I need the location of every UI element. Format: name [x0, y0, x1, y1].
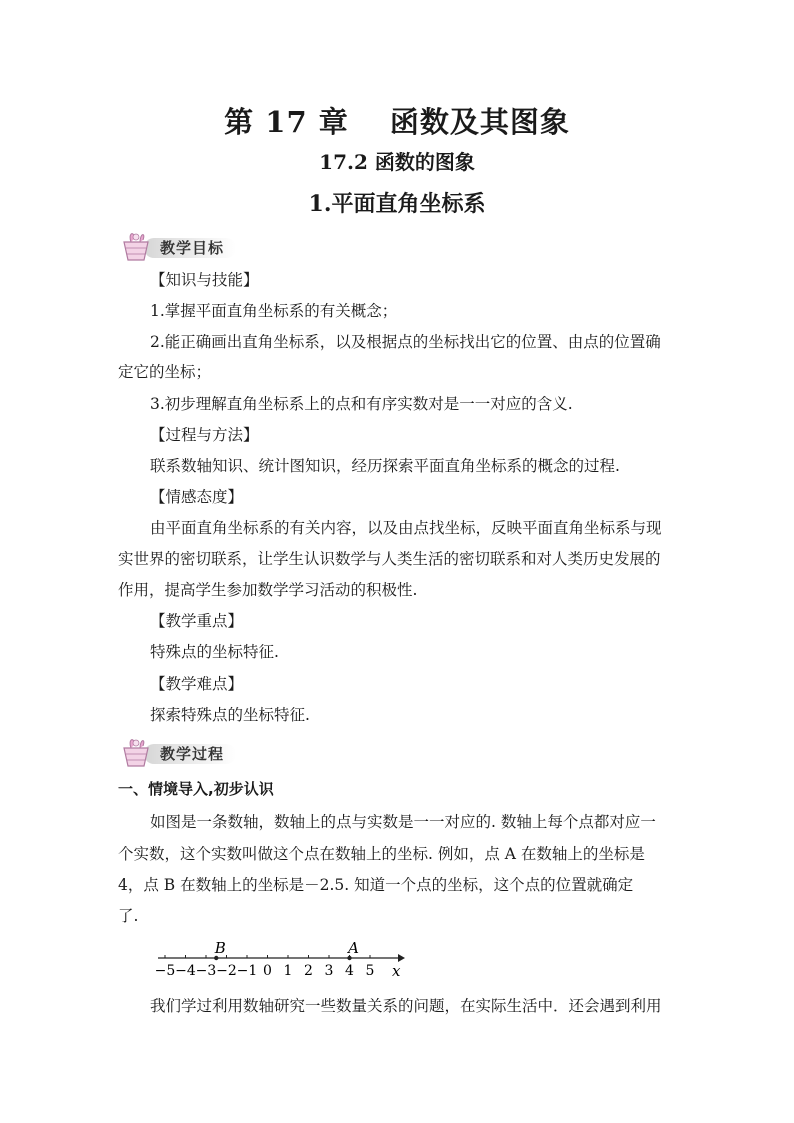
number-line-tick-label: −4 [175, 963, 196, 979]
number-line-tick-label: 4 [345, 963, 354, 979]
section-header-teaching-process [118, 734, 258, 770]
number-line-svg [150, 938, 410, 982]
number-line-point-label: B [214, 939, 226, 957]
paragraph-line: 如图是一条数轴，数轴上的点与实数是一一对应的. 数轴上每个点都对应一 [150, 813, 656, 831]
number-line-tick-label: 1 [283, 963, 293, 979]
paragraph-line: 我们学过利用数轴研究一些数量关系的问题，在实际生活中．还会遇到利用 [150, 997, 662, 1015]
section-header-label: 教学目标 [160, 239, 225, 257]
objective-text-continued: 作用，提高学生参加数学学习活动的积极性. [118, 581, 418, 599]
number-line-tick-label: 0 [263, 963, 272, 979]
objective-item: 2.能正确画出直角坐标系，以及根据点的坐标找出它的位置、由点的位置确 [150, 333, 661, 351]
objective-text: 联系数轴知识、统计图知识，经历探索平面直角坐标系的概念的过程. [150, 457, 620, 475]
difficulty-text: 探索特殊点的坐标特征. [150, 706, 310, 724]
paragraph-line: 4，点 B 在数轴上的坐标是－2.5. 知道一个点的坐标，这个点的位置就确定 [118, 876, 634, 894]
paragraph-line: 了. [118, 907, 139, 925]
number-line-tick-label: 5 [365, 963, 375, 979]
number-line-point-label: A [348, 939, 359, 957]
objective-item: 1.掌握平面直角坐标系的有关概念； [150, 302, 398, 320]
subsection-title: 1.平面直角坐标系 [308, 191, 486, 217]
number-line-tick-label: −3 [195, 963, 217, 979]
difficulty-heading: 【教学难点】 [150, 675, 244, 693]
number-line-arrowhead [398, 954, 405, 962]
paragraph-line: 个实数，这个实数叫做这个点在数轴上的坐标. 例如，点 A 在数轴上的坐标是 [118, 845, 645, 863]
objective-heading-attitude: 【情感态度】 [150, 488, 244, 506]
basket-icon [118, 734, 154, 770]
objective-heading-process: 【过程与方法】 [150, 426, 259, 444]
number-line-tick-label: 3 [324, 963, 334, 979]
process-step-heading: 一、情境导入,初步认识 [118, 780, 274, 798]
number-line-tick-label: 2 [304, 963, 313, 979]
key-point-text: 特殊点的坐标特征. [150, 643, 279, 661]
number-line-tick-label: −5 [154, 963, 176, 979]
objective-item: 3.初步理解直角坐标系上的点和有序实数对是一一对应的含义. [150, 395, 573, 413]
objective-item-continued: 定它的坐标； [118, 363, 212, 381]
objective-text-continued: 实世界的密切联系，让学生认识数学与人类生活的密切联系和对人类历史发展的 [118, 550, 661, 568]
number-line-tick-label: −2 [216, 963, 237, 979]
basket-icon [118, 228, 154, 264]
key-point-heading: 【教学重点】 [150, 612, 244, 630]
objective-heading-knowledge: 【知识与技能】 [150, 271, 259, 289]
chapter-title: 第 17 章 函数及其图象 [224, 105, 570, 139]
section-title: 17.2 函数的图象 [319, 150, 475, 174]
number-line-axis-label: x [392, 962, 401, 980]
number-line-tick-label: −1 [236, 963, 258, 979]
number-line-figure [150, 938, 410, 982]
section-header-label: 教学过程 [160, 745, 225, 763]
section-header-teaching-goals [118, 228, 258, 264]
objective-text: 由平面直角坐标系的有关内容，以及由点找坐标，反映平面直角坐标系与现 [150, 519, 662, 537]
